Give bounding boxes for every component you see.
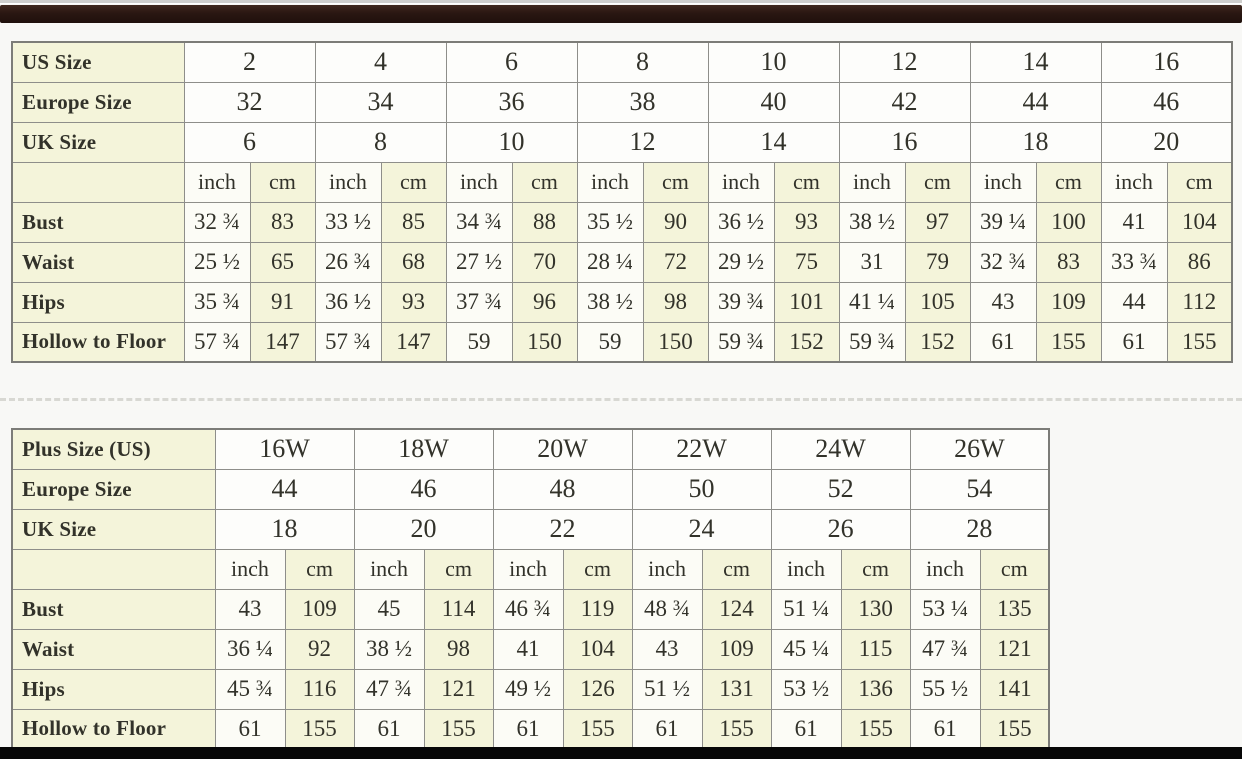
measurement-value-inch: 35 ¾ bbox=[184, 282, 250, 322]
unit-header-cm: cm bbox=[1036, 162, 1101, 202]
measurement-value-cm: 88 bbox=[512, 202, 577, 242]
unit-header-inch: inch bbox=[1101, 162, 1167, 202]
measurement-value-inch: 61 bbox=[354, 709, 424, 749]
measurement-value-inch: 38 ½ bbox=[577, 282, 643, 322]
measurement-value-inch: 61 bbox=[493, 709, 563, 749]
size-value: 20W bbox=[493, 429, 632, 469]
measurement-value-inch: 48 ¾ bbox=[632, 589, 702, 629]
row-label: Hips bbox=[12, 282, 184, 322]
measurement-value-cm: 121 bbox=[980, 629, 1049, 669]
measurement-value-inch: 38 ½ bbox=[354, 629, 424, 669]
measurement-value-cm: 126 bbox=[563, 669, 632, 709]
unit-header-cm: cm bbox=[424, 549, 493, 589]
measurement-value-cm: 141 bbox=[980, 669, 1049, 709]
size-row bbox=[12, 42, 1232, 82]
measurement-row bbox=[12, 669, 1049, 709]
unit-header-inch: inch bbox=[215, 549, 285, 589]
unit-header-cm: cm bbox=[980, 549, 1049, 589]
size-value: 26 bbox=[771, 509, 910, 549]
measurement-value-inch: 57 ¾ bbox=[315, 322, 381, 362]
measurement-value-inch: 41 bbox=[493, 629, 563, 669]
measurement-value-cm: 150 bbox=[643, 322, 708, 362]
unit-header-cm: cm bbox=[512, 162, 577, 202]
unit-header-inch: inch bbox=[446, 162, 512, 202]
measurement-value-inch: 59 bbox=[446, 322, 512, 362]
measurement-value-cm: 124 bbox=[702, 589, 771, 629]
measurement-value-cm: 136 bbox=[841, 669, 910, 709]
standard-size-table bbox=[11, 41, 1233, 363]
size-value: 18 bbox=[215, 509, 354, 549]
measurement-value-inch: 51 ¼ bbox=[771, 589, 841, 629]
measurement-row bbox=[12, 242, 1232, 282]
measurement-value-inch: 47 ¾ bbox=[354, 669, 424, 709]
measurement-value-cm: 147 bbox=[250, 322, 315, 362]
unit-row-empty-label bbox=[12, 549, 215, 589]
unit-header-inch: inch bbox=[708, 162, 774, 202]
measurement-value-cm: 98 bbox=[424, 629, 493, 669]
unit-header-inch: inch bbox=[354, 549, 424, 589]
measurement-value-cm: 155 bbox=[285, 709, 354, 749]
row-label: Hollow to Floor bbox=[12, 709, 215, 749]
measurement-value-inch: 44 bbox=[1101, 282, 1167, 322]
bottom-black-bar bbox=[0, 747, 1242, 759]
measurement-value-inch: 55 ½ bbox=[910, 669, 980, 709]
size-value: 18W bbox=[354, 429, 493, 469]
measurement-value-inch: 36 ½ bbox=[708, 202, 774, 242]
measurement-value-cm: 104 bbox=[1167, 202, 1232, 242]
unit-header-cm: cm bbox=[285, 549, 354, 589]
size-value: 6 bbox=[184, 122, 315, 162]
measurement-value-inch: 61 bbox=[910, 709, 980, 749]
size-value: 12 bbox=[839, 42, 970, 82]
measurement-value-inch: 61 bbox=[632, 709, 702, 749]
measurement-value-inch: 34 ¾ bbox=[446, 202, 512, 242]
row-label: Plus Size (US) bbox=[12, 429, 215, 469]
measurement-value-inch: 43 bbox=[215, 589, 285, 629]
measurement-value-inch: 61 bbox=[215, 709, 285, 749]
measurement-value-inch: 37 ¾ bbox=[446, 282, 512, 322]
measurement-value-inch: 59 ¾ bbox=[708, 322, 774, 362]
measurement-row bbox=[12, 282, 1232, 322]
measurement-value-cm: 90 bbox=[643, 202, 708, 242]
row-label: Bust bbox=[12, 202, 184, 242]
measurement-value-cm: 155 bbox=[980, 709, 1049, 749]
unit-header-inch: inch bbox=[184, 162, 250, 202]
row-label: UK Size bbox=[12, 509, 215, 549]
measurement-row bbox=[12, 202, 1232, 242]
measurement-value-inch: 43 bbox=[970, 282, 1036, 322]
measurement-value-inch: 32 ¾ bbox=[970, 242, 1036, 282]
measurement-value-cm: 72 bbox=[643, 242, 708, 282]
size-value: 52 bbox=[771, 469, 910, 509]
measurement-value-inch: 61 bbox=[771, 709, 841, 749]
measurement-value-inch: 32 ¾ bbox=[184, 202, 250, 242]
size-value: 12 bbox=[577, 122, 708, 162]
measurement-value-cm: 83 bbox=[250, 202, 315, 242]
measurement-value-cm: 83 bbox=[1036, 242, 1101, 282]
measurement-value-inch: 39 ¾ bbox=[708, 282, 774, 322]
measurement-value-inch: 25 ½ bbox=[184, 242, 250, 282]
unit-header-row bbox=[12, 162, 1232, 202]
unit-header-cm: cm bbox=[643, 162, 708, 202]
measurement-value-inch: 45 bbox=[354, 589, 424, 629]
measurement-row bbox=[12, 322, 1232, 362]
measurement-value-cm: 109 bbox=[702, 629, 771, 669]
measurement-value-inch: 57 ¾ bbox=[184, 322, 250, 362]
measurement-value-cm: 104 bbox=[563, 629, 632, 669]
size-value: 26W bbox=[910, 429, 1049, 469]
size-row bbox=[12, 509, 1049, 549]
measurement-value-cm: 121 bbox=[424, 669, 493, 709]
measurement-value-cm: 109 bbox=[285, 589, 354, 629]
size-value: 54 bbox=[910, 469, 1049, 509]
size-value: 24W bbox=[771, 429, 910, 469]
row-label: Bust bbox=[12, 589, 215, 629]
measurement-value-inch: 46 ¾ bbox=[493, 589, 563, 629]
measurement-value-cm: 92 bbox=[285, 629, 354, 669]
measurement-value-cm: 109 bbox=[1036, 282, 1101, 322]
unit-header-cm: cm bbox=[841, 549, 910, 589]
measurement-value-inch: 38 ½ bbox=[839, 202, 905, 242]
measurement-value-inch: 45 ¼ bbox=[771, 629, 841, 669]
unit-header-inch: inch bbox=[493, 549, 563, 589]
measurement-value-cm: 147 bbox=[381, 322, 446, 362]
measurement-value-inch: 47 ¾ bbox=[910, 629, 980, 669]
plus-size-table bbox=[11, 428, 1050, 750]
unit-row-empty-label bbox=[12, 162, 184, 202]
size-value: 14 bbox=[708, 122, 839, 162]
size-value: 24 bbox=[632, 509, 771, 549]
measurement-value-inch: 53 ½ bbox=[771, 669, 841, 709]
size-value: 4 bbox=[315, 42, 446, 82]
measurement-value-cm: 119 bbox=[563, 589, 632, 629]
unit-header-inch: inch bbox=[910, 549, 980, 589]
size-value: 38 bbox=[577, 82, 708, 122]
measurement-value-cm: 68 bbox=[381, 242, 446, 282]
size-value: 6 bbox=[446, 42, 577, 82]
measurement-row bbox=[12, 589, 1049, 629]
row-label: Hips bbox=[12, 669, 215, 709]
measurement-value-cm: 114 bbox=[424, 589, 493, 629]
measurement-value-cm: 155 bbox=[841, 709, 910, 749]
size-row bbox=[12, 469, 1049, 509]
measurement-value-inch: 59 ¾ bbox=[839, 322, 905, 362]
size-value: 8 bbox=[315, 122, 446, 162]
measurement-value-inch: 59 bbox=[577, 322, 643, 362]
measurement-value-cm: 112 bbox=[1167, 282, 1232, 322]
size-row bbox=[12, 82, 1232, 122]
measurement-value-inch: 31 bbox=[839, 242, 905, 282]
row-label: Waist bbox=[12, 629, 215, 669]
measurement-value-cm: 70 bbox=[512, 242, 577, 282]
size-value: 22W bbox=[632, 429, 771, 469]
measurement-value-cm: 65 bbox=[250, 242, 315, 282]
measurement-value-cm: 93 bbox=[381, 282, 446, 322]
measurement-value-inch: 29 ½ bbox=[708, 242, 774, 282]
measurement-value-cm: 86 bbox=[1167, 242, 1232, 282]
size-value: 46 bbox=[354, 469, 493, 509]
unit-header-inch: inch bbox=[839, 162, 905, 202]
unit-header-inch: inch bbox=[315, 162, 381, 202]
measurement-value-inch: 36 ½ bbox=[315, 282, 381, 322]
measurement-value-cm: 79 bbox=[905, 242, 970, 282]
measurement-value-inch: 61 bbox=[970, 322, 1036, 362]
size-value: 2 bbox=[184, 42, 315, 82]
measurement-value-cm: 155 bbox=[424, 709, 493, 749]
measurement-value-cm: 91 bbox=[250, 282, 315, 322]
measurement-value-cm: 155 bbox=[1167, 322, 1232, 362]
unit-header-cm: cm bbox=[250, 162, 315, 202]
size-value: 32 bbox=[184, 82, 315, 122]
size-value: 14 bbox=[970, 42, 1101, 82]
size-value: 48 bbox=[493, 469, 632, 509]
size-value: 16W bbox=[215, 429, 354, 469]
measurement-value-inch: 61 bbox=[1101, 322, 1167, 362]
measurement-value-cm: 101 bbox=[774, 282, 839, 322]
size-value: 50 bbox=[632, 469, 771, 509]
size-value: 44 bbox=[970, 82, 1101, 122]
measurement-value-cm: 155 bbox=[1036, 322, 1101, 362]
row-label: Europe Size bbox=[12, 82, 184, 122]
unit-header-cm: cm bbox=[563, 549, 632, 589]
measurement-value-cm: 130 bbox=[841, 589, 910, 629]
measurement-value-cm: 85 bbox=[381, 202, 446, 242]
size-value: 22 bbox=[493, 509, 632, 549]
size-value: 46 bbox=[1101, 82, 1232, 122]
size-value: 10 bbox=[708, 42, 839, 82]
size-row bbox=[12, 429, 1049, 469]
row-label: Europe Size bbox=[12, 469, 215, 509]
measurement-value-cm: 115 bbox=[841, 629, 910, 669]
measurement-value-inch: 33 ½ bbox=[315, 202, 381, 242]
size-value: 20 bbox=[1101, 122, 1232, 162]
row-label: US Size bbox=[12, 42, 184, 82]
measurement-value-cm: 75 bbox=[774, 242, 839, 282]
measurement-value-inch: 41 ¼ bbox=[839, 282, 905, 322]
measurement-value-inch: 43 bbox=[632, 629, 702, 669]
unit-header-cm: cm bbox=[774, 162, 839, 202]
size-value: 44 bbox=[215, 469, 354, 509]
measurement-value-inch: 39 ¼ bbox=[970, 202, 1036, 242]
top-edge-strip bbox=[0, 0, 1242, 4]
unit-header-cm: cm bbox=[702, 549, 771, 589]
unit-header-cm: cm bbox=[1167, 162, 1232, 202]
row-label: UK Size bbox=[12, 122, 184, 162]
measurement-value-inch: 41 bbox=[1101, 202, 1167, 242]
measurement-value-cm: 131 bbox=[702, 669, 771, 709]
measurement-value-cm: 155 bbox=[702, 709, 771, 749]
unit-header-inch: inch bbox=[771, 549, 841, 589]
size-value: 20 bbox=[354, 509, 493, 549]
measurement-row bbox=[12, 629, 1049, 669]
measurement-value-cm: 152 bbox=[905, 322, 970, 362]
size-value: 16 bbox=[839, 122, 970, 162]
measurement-value-cm: 100 bbox=[1036, 202, 1101, 242]
measurement-value-inch: 35 ½ bbox=[577, 202, 643, 242]
unit-header-inch: inch bbox=[632, 549, 702, 589]
measurement-value-inch: 28 ¼ bbox=[577, 242, 643, 282]
measurement-row bbox=[12, 709, 1049, 749]
size-value: 16 bbox=[1101, 42, 1232, 82]
row-label: Waist bbox=[12, 242, 184, 282]
unit-header-cm: cm bbox=[381, 162, 446, 202]
unit-header-inch: inch bbox=[970, 162, 1036, 202]
size-value: 36 bbox=[446, 82, 577, 122]
measurement-value-inch: 27 ½ bbox=[446, 242, 512, 282]
measurement-value-cm: 105 bbox=[905, 282, 970, 322]
measurement-value-cm: 93 bbox=[774, 202, 839, 242]
measurement-value-inch: 36 ¼ bbox=[215, 629, 285, 669]
size-value: 28 bbox=[910, 509, 1049, 549]
dashed-divider bbox=[0, 398, 1242, 401]
measurement-value-cm: 155 bbox=[563, 709, 632, 749]
measurement-value-cm: 96 bbox=[512, 282, 577, 322]
measurement-value-inch: 45 ¾ bbox=[215, 669, 285, 709]
unit-header-row bbox=[12, 549, 1049, 589]
measurement-value-inch: 33 ¾ bbox=[1101, 242, 1167, 282]
measurement-value-cm: 116 bbox=[285, 669, 354, 709]
measurement-value-cm: 97 bbox=[905, 202, 970, 242]
size-value: 42 bbox=[839, 82, 970, 122]
size-value: 34 bbox=[315, 82, 446, 122]
measurement-value-cm: 152 bbox=[774, 322, 839, 362]
measurement-value-cm: 135 bbox=[980, 589, 1049, 629]
measurement-value-cm: 98 bbox=[643, 282, 708, 322]
unit-header-cm: cm bbox=[905, 162, 970, 202]
size-value: 8 bbox=[577, 42, 708, 82]
size-value: 18 bbox=[970, 122, 1101, 162]
top-banner-bar bbox=[0, 5, 1242, 23]
size-value: 40 bbox=[708, 82, 839, 122]
unit-header-inch: inch bbox=[577, 162, 643, 202]
measurement-value-inch: 26 ¾ bbox=[315, 242, 381, 282]
row-label: Hollow to Floor bbox=[12, 322, 184, 362]
size-value: 10 bbox=[446, 122, 577, 162]
size-row bbox=[12, 122, 1232, 162]
measurement-value-cm: 150 bbox=[512, 322, 577, 362]
measurement-value-inch: 51 ½ bbox=[632, 669, 702, 709]
measurement-value-inch: 49 ½ bbox=[493, 669, 563, 709]
measurement-value-inch: 53 ¼ bbox=[910, 589, 980, 629]
